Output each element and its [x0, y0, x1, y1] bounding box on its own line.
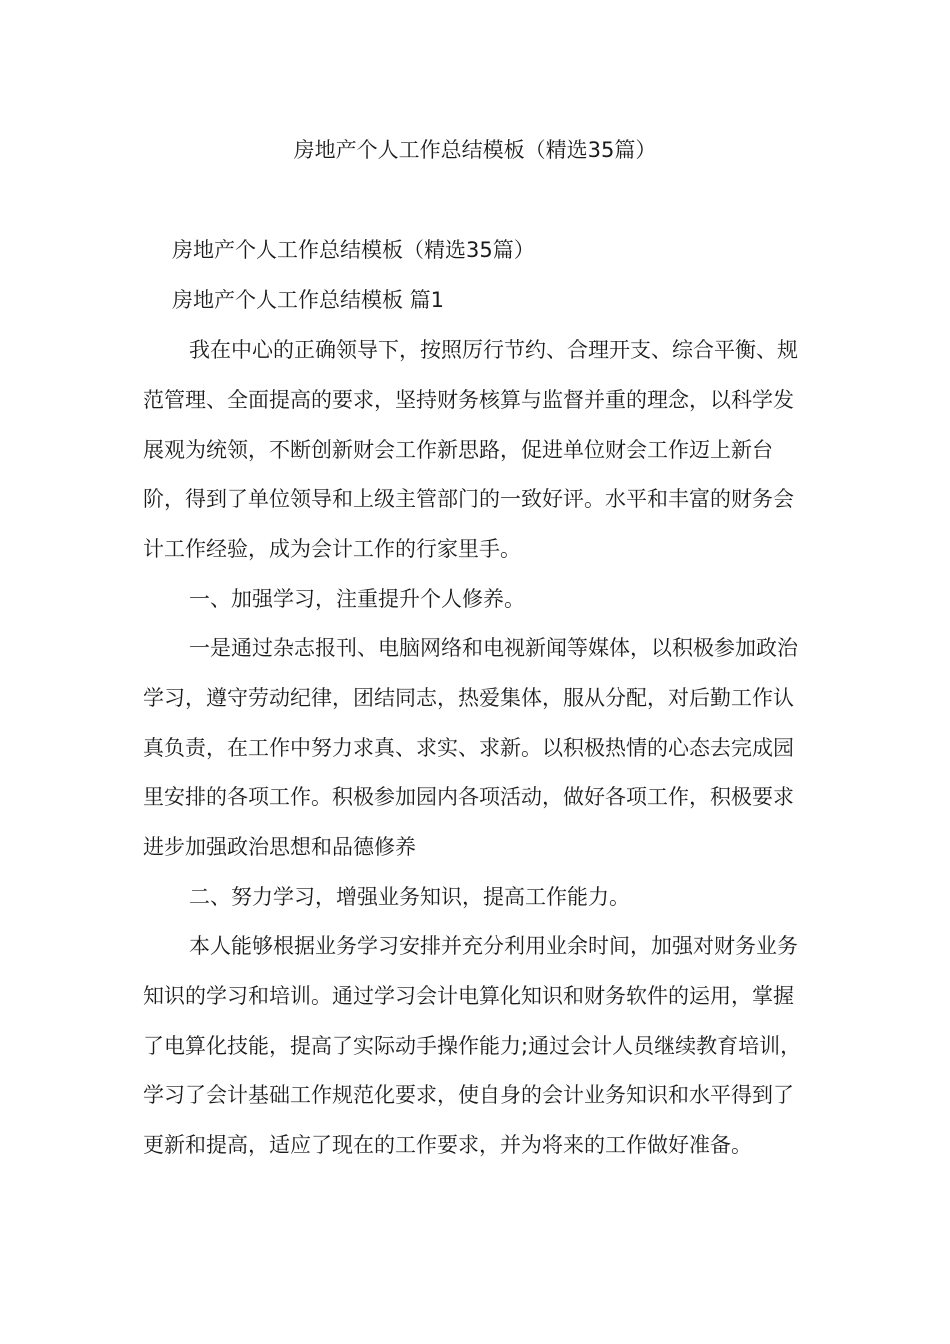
document-title: 房地产个人工作总结模板（精选35篇） [293, 138, 657, 162]
paragraph-heading-two: 二、努力学习，增强业务知识，提高工作能力。 [189, 885, 630, 909]
paragraph-intro: 我在中心的正确领导下，按照厉行节约、合理开支、综合平衡、规范管理、全面提高的要求，坚持财务核算与监督并重的理念，以科学发展观为统领，不断创新财会工作新思路，促进单位财会工作迈上新台阶，得到了单位领导和上级主管部门的一致好评。水平和丰富的财务会计工作经验，成为会计工作的行家里手。 [143, 338, 798, 562]
paragraph-heading-one: 一、加强学习，注重提升个人修养。 [189, 587, 525, 611]
paragraph-study-details: 一是通过杂志报刊、电脑网络和电视新闻等媒体，以积极参加政治学习，遵守劳动纪律，团结同志，热爱集体，服从分配，对后勤工作认真负责，在工作中努力求真、求实、求新。以积极热情的心态去完成园里安排的各项工作。积极参加园内各项活动，做好各项工作，积极要求进步加强政治思想和品德修养 [143, 636, 798, 860]
paragraph-professional-training: 本人能够根据业务学习安排并充分利用业余时间，加强对财务业务知识的学习和培训。通过学习会计电算化知识和财务软件的运用，掌握了电算化技能，提高了实际动手操作能力;通过会计人员继续教育培训，学习了会计基础工作规范化要求，使自身的会计业务知识和水平得到了更新和提高，适应了现在的工作要求，并为将来的工作做好准备。 [143, 934, 802, 1158]
section-heading: 房地产个人工作总结模板 篇1 [172, 288, 445, 312]
document-subtitle: 房地产个人工作总结模板（精选35篇） [172, 238, 535, 262]
